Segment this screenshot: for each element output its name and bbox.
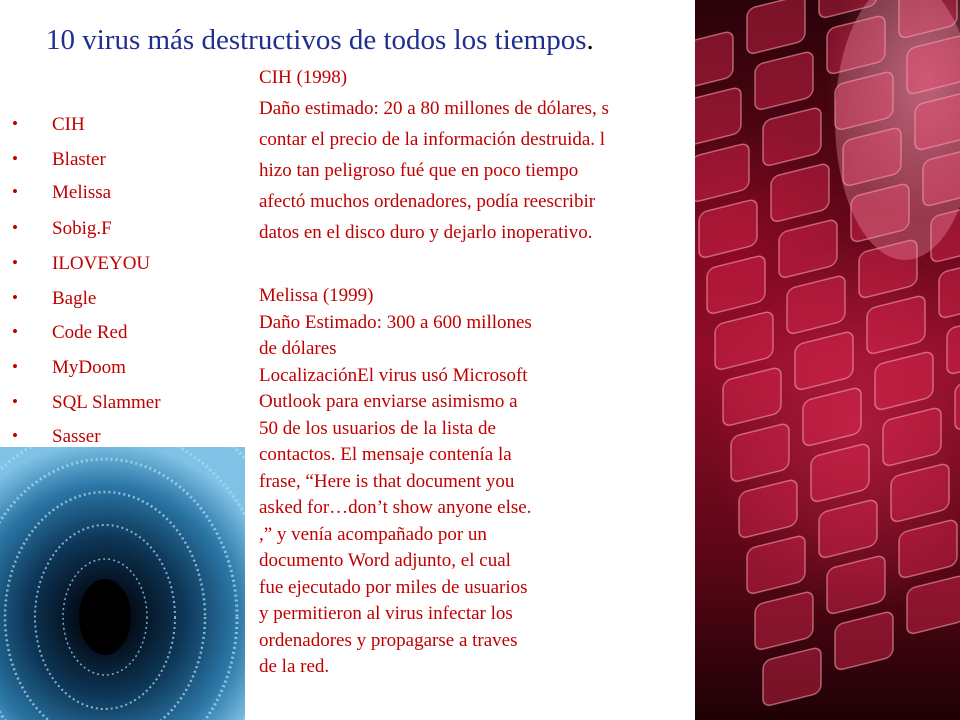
keyboard-key (747, 0, 805, 55)
binary-tunnel-image (0, 447, 245, 720)
list-item-label: Blaster (52, 149, 106, 170)
text-line: contactos. El mensaje contenía la (259, 444, 512, 465)
list-item (0, 357, 240, 391)
binary-tunnel-graphic (0, 447, 245, 720)
keyboard-key (723, 367, 781, 427)
keyboard-key (739, 479, 797, 539)
list-item-label: Sasser (52, 426, 101, 447)
keyboard-key (763, 107, 821, 167)
text-line: contar el precio de la información destruida. l (259, 129, 606, 150)
list-item-label: Bagle (52, 288, 97, 309)
slide-title-period: . (586, 24, 594, 56)
list-item-label: CIH (52, 114, 85, 135)
keyboard-keys (695, 0, 960, 720)
keyboard-key (715, 311, 773, 371)
text-line: Outlook para enviarse asimismo a (259, 391, 518, 412)
keyboard-key (731, 423, 789, 483)
text-line: afectó muchos ordenadores, podía reescribir (259, 191, 596, 212)
keyboard-key (907, 575, 960, 635)
bullet-symbol: • (12, 218, 18, 237)
slide-title (46, 24, 594, 57)
bullet-symbol: • (12, 322, 18, 341)
text-line: hizo tan peligroso fué que en poco tiempo (259, 160, 579, 181)
keyboard-key (695, 143, 749, 203)
keyboard-key (875, 351, 933, 411)
melissa-description (259, 285, 532, 683)
bullet-symbol: • (12, 426, 18, 445)
list-item (0, 322, 240, 356)
red-keyboard-photo (695, 0, 960, 720)
bullet-symbol: • (12, 288, 18, 307)
keyboard-key (747, 535, 805, 595)
bullet-symbol: • (12, 114, 18, 133)
list-item-label: Code Red (52, 322, 128, 343)
keyboard-key (939, 259, 960, 319)
keyboard-key (695, 87, 741, 147)
keyboard-key (803, 387, 861, 447)
text-line: documento Word adjunto, el cual (259, 550, 511, 571)
list-item (0, 149, 240, 183)
keyboard-key (899, 519, 957, 579)
text-line: de dólares (259, 338, 337, 359)
text-line: asked for…don’t show anyone else. (259, 497, 532, 518)
bullet-symbol: • (12, 182, 18, 201)
list-item (0, 288, 240, 322)
keyboard-key (835, 611, 893, 671)
text-line: ordenadores y propagarse a traves (259, 629, 518, 651)
text-line: de la red. (259, 656, 330, 677)
list-item (0, 392, 240, 426)
text-line: Daño Estimado: 300 a 600 millones (259, 311, 532, 333)
bullet-symbol: • (12, 392, 18, 411)
list-item (0, 114, 240, 148)
list-item-label: MyDoom (52, 357, 126, 378)
keyboard-key (867, 295, 925, 355)
slide-title-text: 10 virus más destructivos de todos los tiempos (46, 24, 587, 56)
text-line: 50 de los usuarios de la lista de (259, 417, 496, 439)
keyboard-key (707, 255, 765, 315)
keyboard-key (763, 647, 821, 707)
keyboard-key (695, 31, 733, 91)
bullet-symbol: • (12, 149, 18, 168)
keyboard-key (779, 219, 837, 279)
text-line: frase, “Here is that document you (259, 470, 515, 492)
bullet-symbol: • (12, 357, 18, 376)
list-item-label: ILOVEYOU (52, 253, 151, 274)
keyboard-key (827, 555, 885, 615)
keyboard-key (795, 331, 853, 391)
keyboard-key (947, 315, 960, 375)
keyboard-key (699, 199, 757, 259)
keyboard-key (771, 163, 829, 223)
keyboard-key (891, 463, 949, 523)
bullet-symbol: • (12, 253, 18, 272)
list-item-label: Sobig.F (52, 218, 112, 239)
text-line: fue ejecutado por miles de usuarios (259, 576, 528, 598)
list-item-label: SQL Slammer (52, 392, 161, 413)
text-line: Melissa (1999) (259, 285, 374, 306)
text-line: CIH (1998) (259, 67, 348, 88)
text-line: Daño estimado: 20 a 80 millones de dólares, s (259, 98, 609, 119)
list-item (0, 182, 240, 216)
keyboard-key (883, 407, 941, 467)
keyboard-key (787, 275, 845, 335)
keyboard-key (955, 371, 960, 431)
keyboard-key (811, 443, 869, 503)
list-item (0, 218, 240, 252)
keyboard-key (755, 51, 813, 111)
list-item (0, 253, 240, 287)
cih-description (259, 67, 609, 253)
text-line: y permitieron al virus infectar los (259, 603, 513, 624)
keyboard-key (755, 591, 813, 651)
text-line: ,” y venía acompañado por un (259, 523, 487, 545)
text-line: LocalizaciónEl virus usó Microsoft (259, 364, 528, 386)
keyboard-key (819, 499, 877, 559)
list-item-label: Melissa (52, 182, 112, 203)
text-line: datos en el disco duro y dejarlo inoperativo. (259, 222, 593, 243)
